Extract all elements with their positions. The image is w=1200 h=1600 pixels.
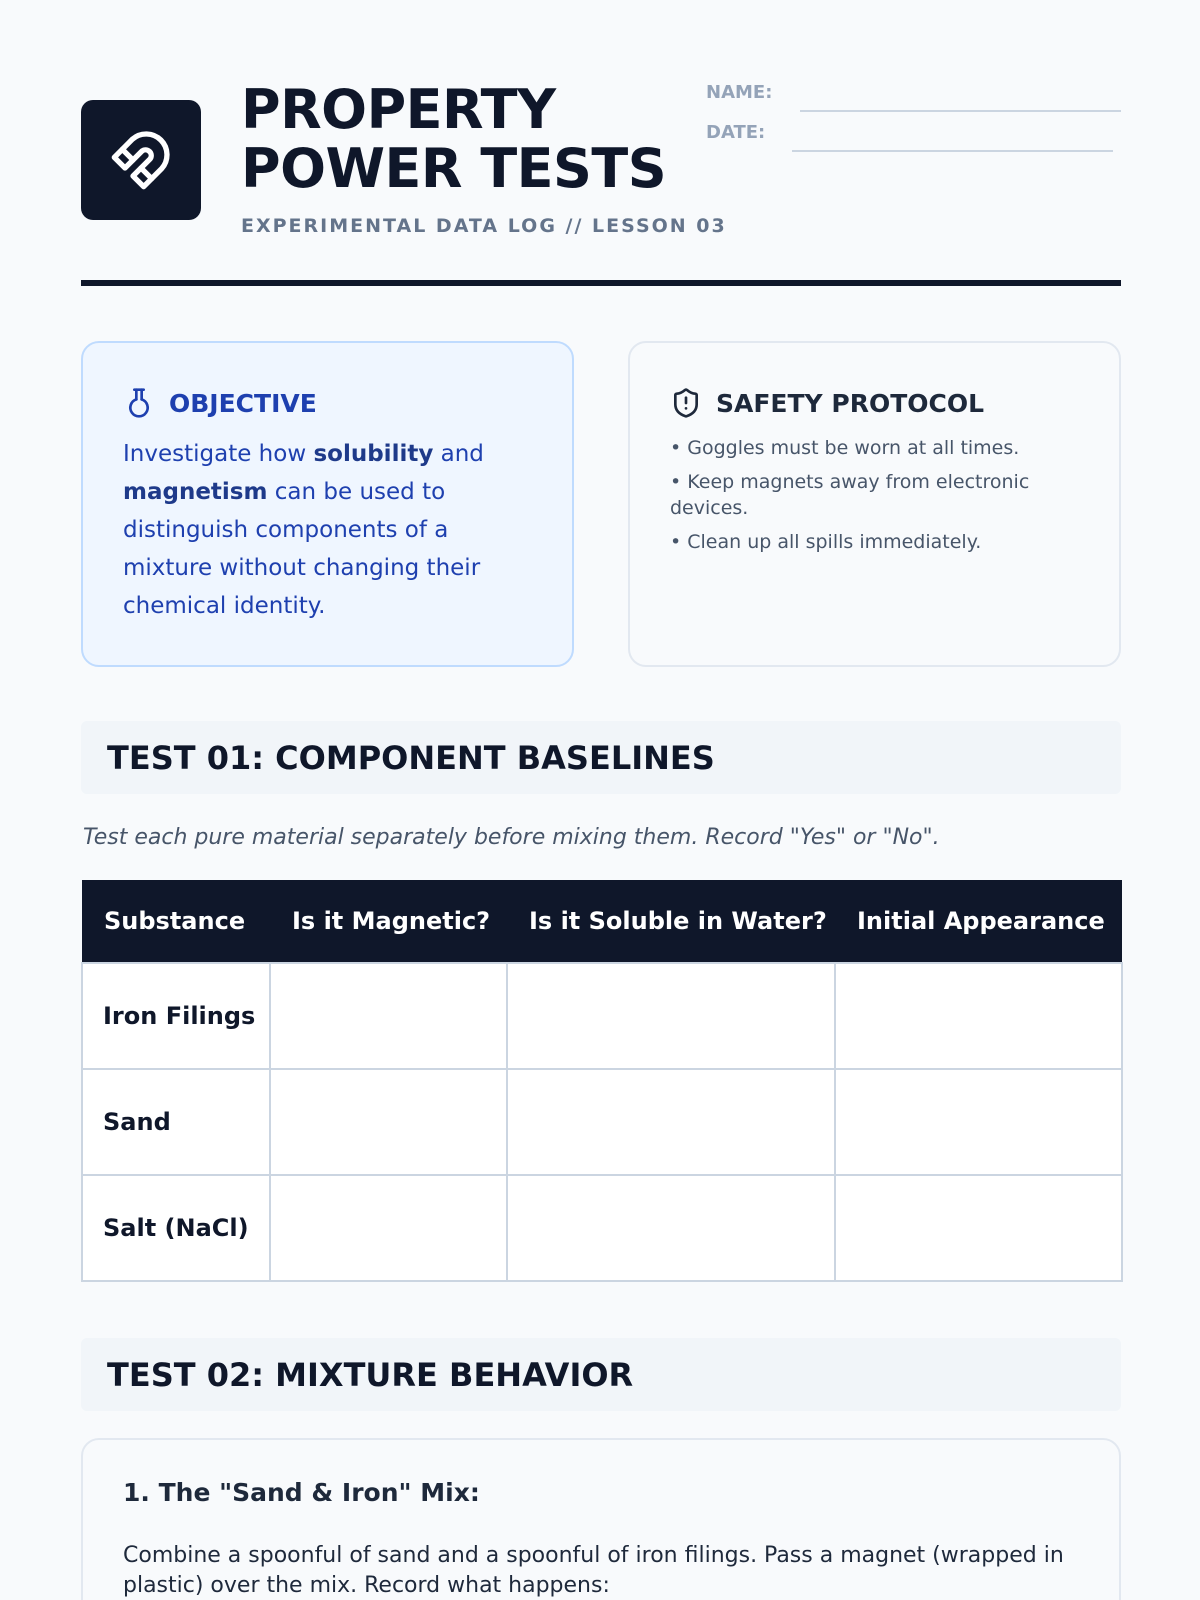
test01-section-header (81, 721, 1121, 794)
column-header: Substance (82, 880, 270, 963)
safety-card (628, 341, 1121, 667)
objective-text-part: Investigate how (123, 441, 314, 467)
name-label: NAME: (706, 82, 773, 103)
worksheet-header (81, 0, 1121, 290)
safety-item: • Clean up all spills immediately. (670, 531, 982, 553)
safety-list (670, 435, 1079, 555)
magnetic-answer-cell[interactable] (270, 1175, 507, 1281)
objective-header (123, 383, 532, 423)
page-title (241, 80, 666, 198)
safety-item: • Goggles must be worn at all times. (670, 437, 1020, 459)
shield-alert-icon (670, 387, 702, 419)
table-header-row (82, 880, 1122, 963)
objective-text-part: and (433, 441, 484, 467)
header-divider (81, 280, 1121, 286)
objective-title: OBJECTIVE (169, 388, 317, 418)
logo (81, 100, 201, 220)
safety-item: • Keep magnets away from electronic devices. (670, 471, 1030, 519)
substance-cell: Sand (82, 1069, 270, 1175)
test01-instruction: Test each pure material separately before mixing them. Record "Yes" or "No". (83, 825, 940, 850)
title-line-1: PROPERTY (241, 78, 556, 141)
objective-text (123, 435, 532, 625)
column-header: Is it Magnetic? (270, 880, 507, 963)
soluble-answer-cell[interactable] (507, 963, 835, 1069)
date-line[interactable] (792, 150, 1113, 152)
magnetic-answer-cell[interactable] (270, 963, 507, 1069)
substance-cell: Iron Filings (82, 963, 270, 1069)
sand-iron-mix-card (81, 1438, 1121, 1600)
objective-keyword-solubility: solubility (313, 441, 434, 467)
mix-item-title: 1. The "Sand & Iron" Mix: (123, 1478, 480, 1507)
table-row (82, 1069, 1122, 1175)
page-subtitle: EXPERIMENTAL DATA LOG // LESSON 03 (241, 215, 727, 237)
appearance-answer-cell[interactable] (835, 1069, 1122, 1175)
test01-title: TEST 01: COMPONENT BASELINES (107, 738, 715, 777)
appearance-answer-cell[interactable] (835, 1175, 1122, 1281)
flask-icon (123, 387, 155, 419)
test02-title: TEST 02: MIXTURE BEHAVIOR (107, 1355, 634, 1394)
magnet-icon (109, 128, 173, 192)
baseline-table (81, 880, 1123, 1282)
name-field[interactable] (706, 82, 1121, 112)
objective-card (81, 341, 574, 667)
safety-header (670, 383, 1079, 423)
title-line-2: POWER TESTS (241, 137, 667, 200)
safety-title: SAFETY PROTOCOL (716, 388, 985, 418)
mix-item-instructions: Combine a spoonful of sand and a spoonful of iron filings. Pass a magnet (wrapped in plastic) over the mix. Record what happens: (123, 1543, 1064, 1598)
soluble-answer-cell[interactable] (507, 1069, 835, 1175)
magnetic-answer-cell[interactable] (270, 1069, 507, 1175)
column-header: Initial Appearance (835, 880, 1122, 963)
soluble-answer-cell[interactable] (507, 1175, 835, 1281)
date-field[interactable] (706, 122, 1121, 152)
date-label: DATE: (706, 122, 766, 143)
table-row (82, 963, 1122, 1069)
objective-text-part: can be used to distinguish components of a mixture without changing their chemical identity. (123, 479, 481, 619)
objective-keyword-magnetism: magnetism (123, 479, 268, 505)
table-row (82, 1175, 1122, 1281)
column-header: Is it Soluble in Water? (507, 880, 835, 963)
test02-section-header (81, 1338, 1121, 1411)
appearance-answer-cell[interactable] (835, 963, 1122, 1069)
name-line[interactable] (800, 110, 1121, 112)
substance-cell: Salt (NaCl) (82, 1175, 270, 1281)
